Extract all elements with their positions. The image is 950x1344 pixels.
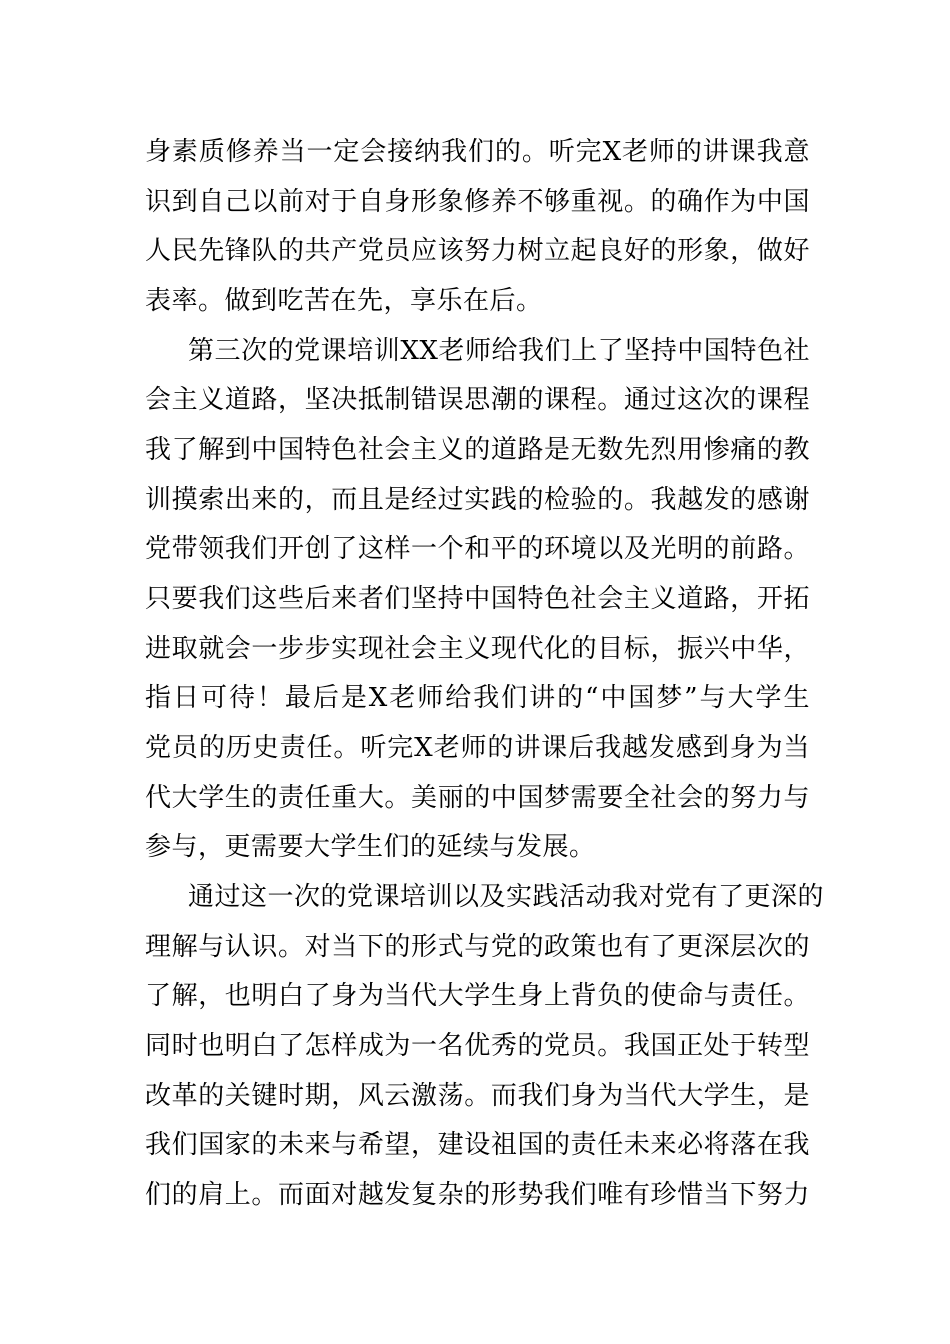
text-line: 指日可待！最后是X老师给我们讲的“中国梦”与大学生: [145, 683, 810, 713]
text-line: 同时也明白了怎样成为一名优秀的党员。我国正处于转型: [145, 1031, 810, 1061]
text-line: 党员的历史责任。听完X老师的讲课后我越发感到身为当: [145, 733, 810, 763]
text-line: 人民先锋队的共产党员应该努力树立起良好的形象，做好: [145, 236, 810, 266]
text-line: 识到自己以前对于自身形象修养不够重视。的确作为中国: [145, 187, 810, 217]
text-line: 只要我们这些后来者们坚持中国特色社会主义道路，开拓: [145, 584, 810, 614]
text-line: 进取就会一步步实现社会主义现代化的目标，振兴中华，: [145, 634, 810, 664]
text-line: 训摸索出来的，而且是经过实践的检验的。我越发的感谢: [145, 485, 810, 515]
text-line: 我们国家的未来与希望，建设祖国的责任未来必将落在我: [145, 1130, 810, 1160]
text-line: 改革的关键时期，风云激荡。而我们身为当代大学生，是: [145, 1081, 810, 1111]
text-line: 会主义道路，坚决抵制错误思潮的课程。通过这次的课程: [145, 385, 810, 415]
text-line: 理解与认识。对当下的形式与党的政策也有了更深层次的: [145, 932, 810, 962]
text-line: 代大学生的责任重大。美丽的中国梦需要全社会的努力与: [145, 783, 810, 813]
text-line: 党带领我们开创了这样一个和平的环境以及光明的前路。: [145, 534, 810, 564]
text-line: 了解，也明白了身为当代大学生身上背负的使命与责任。: [145, 981, 810, 1011]
text-line: 我了解到中国特色社会主义的道路是无数先烈用惨痛的教: [145, 435, 810, 465]
text-line: 通过这一次的党课培训以及实践活动我对党有了更深的: [188, 882, 825, 912]
text-line: 身素质修养当一定会接纳我们的。听完X老师的讲课我意: [145, 137, 810, 167]
text-line: 表率。做到吃苦在先，享乐在后。: [145, 286, 543, 316]
text-line: 参与，更需要大学生们的延续与发展。: [145, 832, 596, 862]
text-line: 们的肩上。而面对越发复杂的形势我们唯有珍惜当下努力: [145, 1180, 810, 1210]
text-line: 第三次的党课培训XX老师给我们上了坚持中国特色社: [188, 336, 810, 366]
